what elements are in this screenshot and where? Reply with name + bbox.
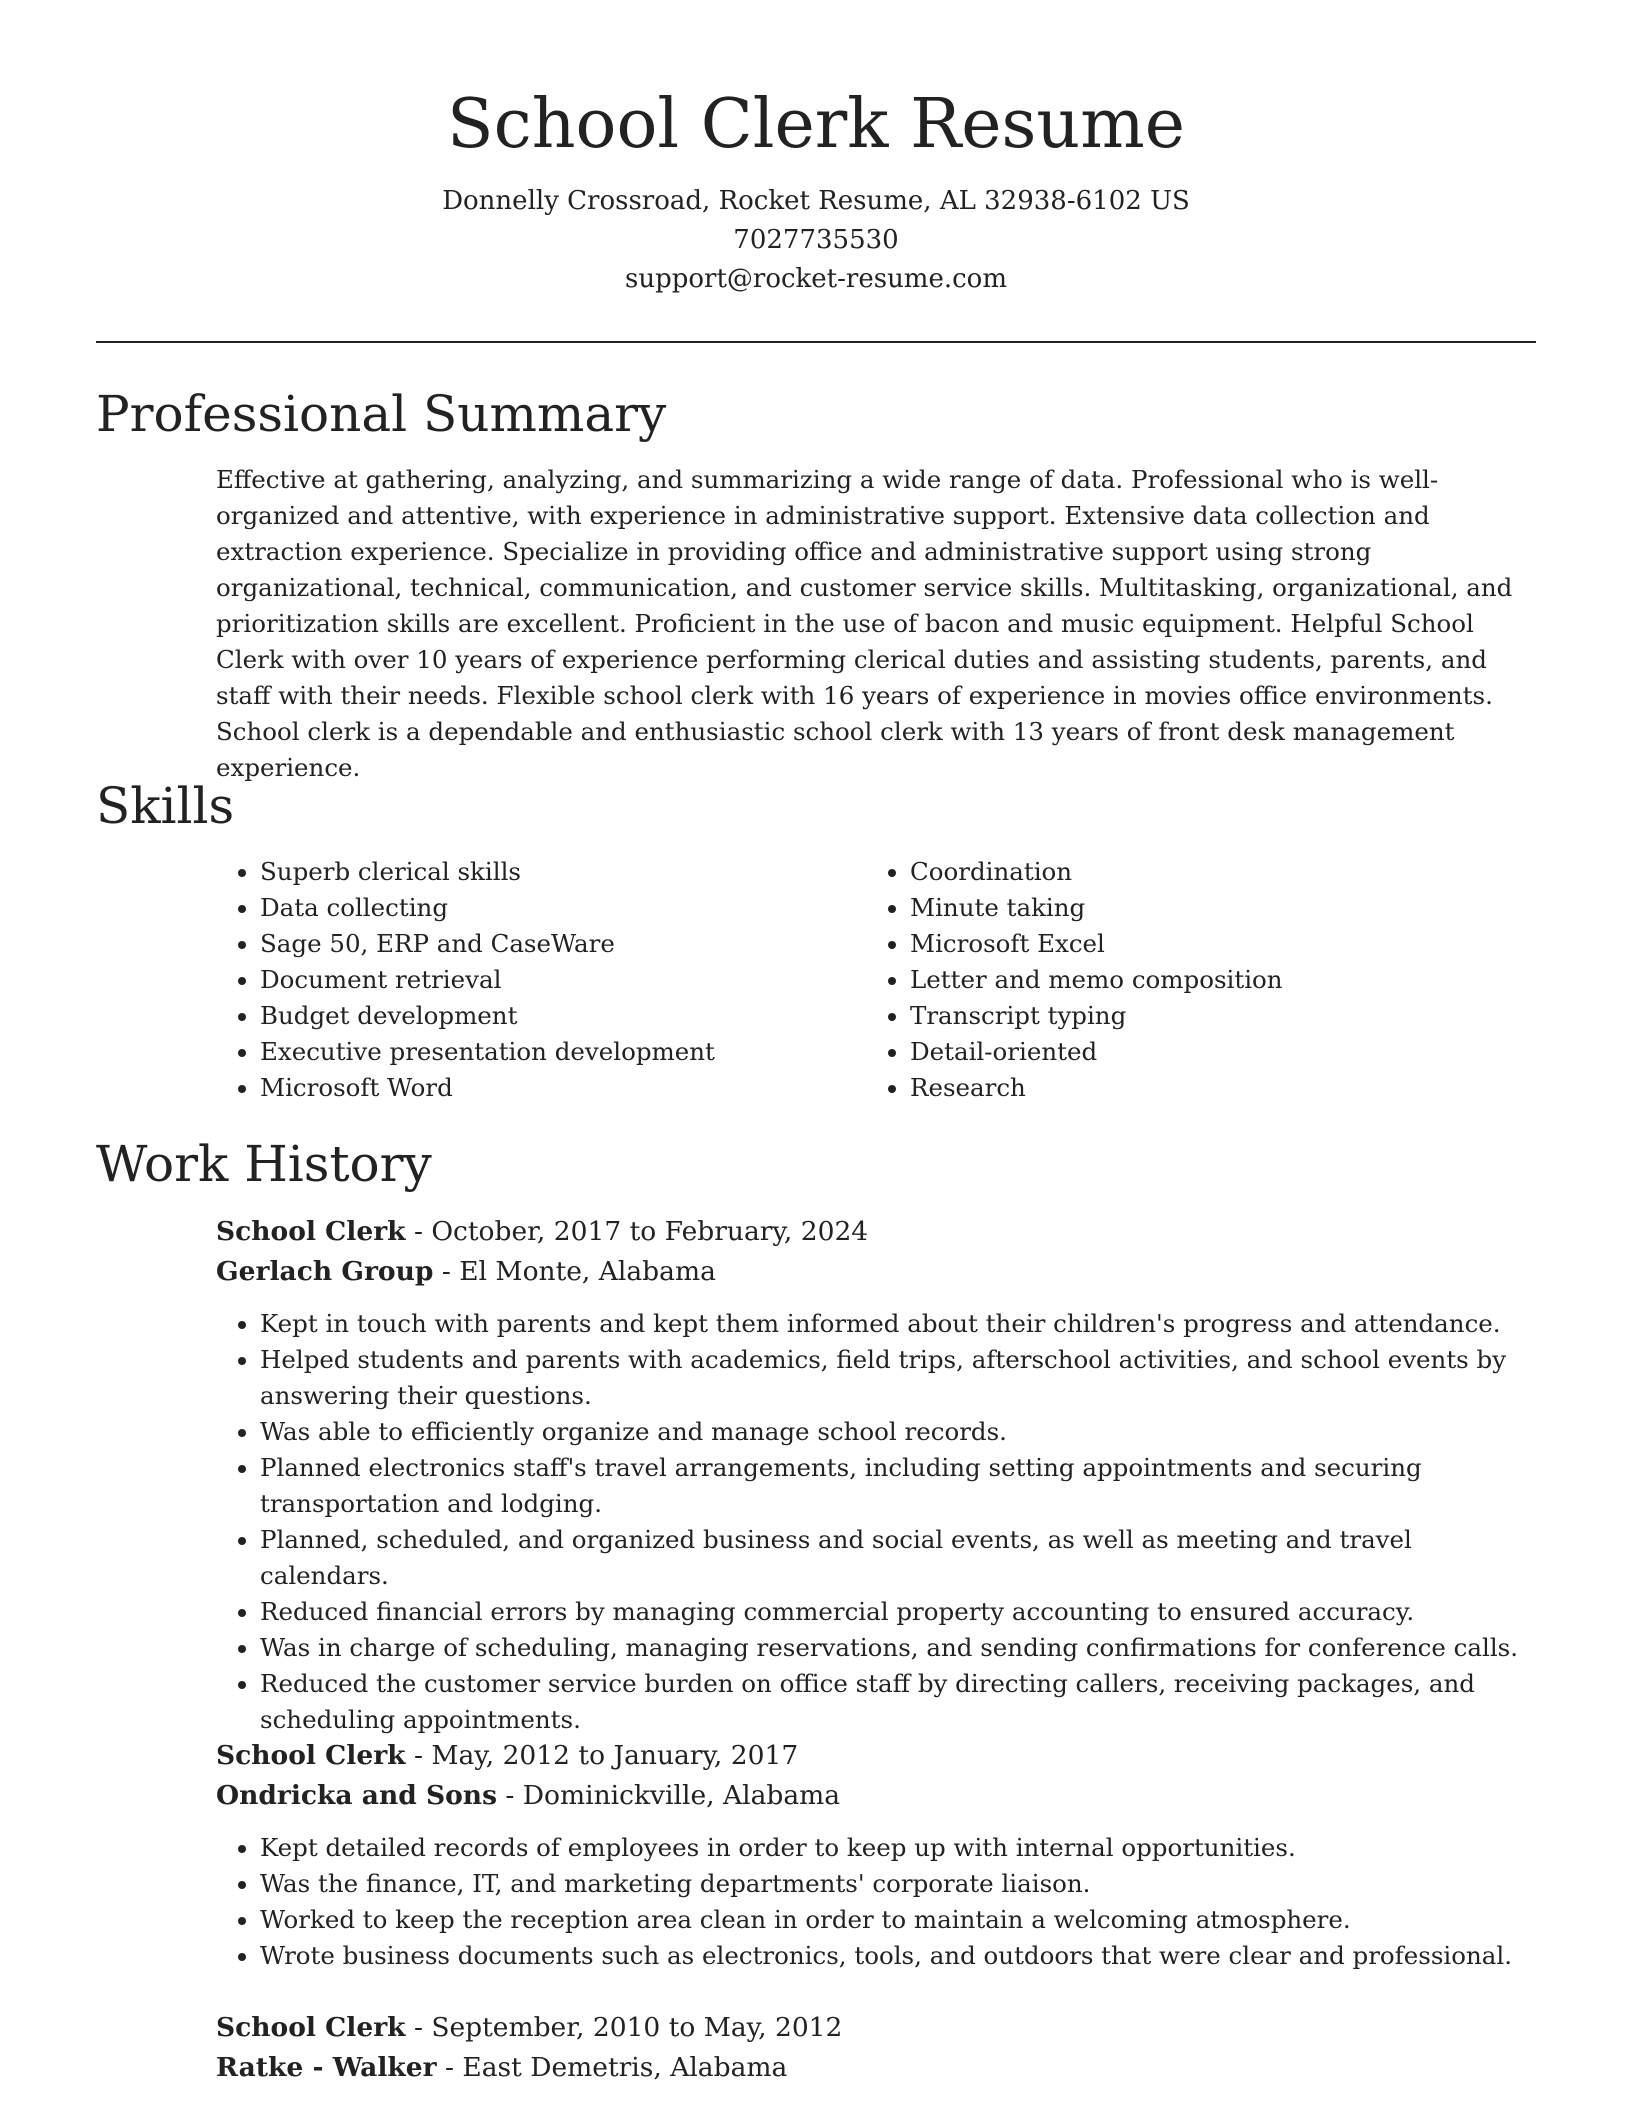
skill-item: • Minute taking bbox=[910, 890, 1516, 926]
job-location: - El Monte, Alabama bbox=[433, 1256, 716, 1287]
job-bullet: • Helped students and parents with academics, field trips, afterschool activities, and school events by answering their questions. bbox=[260, 1342, 1526, 1414]
job-bullet: • Kept detailed records of employees in order to keep up with internal opportunities. bbox=[260, 1830, 1526, 1866]
job-bullets bbox=[216, 1830, 1526, 1974]
job-bullet: • Reduced the customer service burden on office staff by directing callers, receiving packages, and scheduling appointments. bbox=[260, 1666, 1526, 1738]
job-company-line bbox=[216, 2048, 1526, 2088]
job-dates: - September, 2010 to May, 2012 bbox=[405, 2012, 843, 2043]
skills-column-right bbox=[866, 854, 1516, 1106]
job-title: School Clerk bbox=[216, 1740, 406, 1771]
job-company: Ondricka and Sons bbox=[216, 1780, 497, 1811]
contact-email: support@rocket-resume.com bbox=[624, 264, 1007, 294]
contact-phone: 7027735530 bbox=[733, 225, 899, 255]
skill-item: • Executive presentation development bbox=[260, 1034, 866, 1070]
summary-text: Effective at gathering, analyzing, and summarizing a wide range of data. Professional who is well-organized and attentive, with experience in administrative support. Extensive data collection and extraction experience. Specialize in providing office and administrative support using strong organizational, technical, communication, and customer service skills. Multitasking, organizational, and prioritization skills are excellent. Proficient in the use of bacon and music equipment. Helpful School Clerk with over 10 years of experience performing clerical duties and assisting students, parents, and staff with their needs. Flexible school clerk with 16 years of experience in movies office environments. School clerk is a dependable and enthusiastic school clerk with 13 years of front desk management experience. bbox=[216, 465, 1513, 782]
job-entry bbox=[216, 1212, 1526, 1738]
job-dates: - May, 2012 to January, 2017 bbox=[405, 1740, 799, 1771]
job-dates: - October, 2017 to February, 2024 bbox=[405, 1216, 869, 1247]
job-entry bbox=[216, 1736, 1526, 1974]
job-bullet: • Planned, scheduled, and organized business and social events, as well as meeting and travel calendars. bbox=[260, 1522, 1526, 1594]
job-bullet: • Kept in touch with parents and kept them informed about their children's progress and attendance. bbox=[260, 1306, 1526, 1342]
job-company: Ratke - Walker bbox=[216, 2052, 437, 2083]
job-bullet: • Wrote business documents such as electronics, tools, and outdoors that were clear and professional. bbox=[260, 1938, 1526, 1974]
job-title-line bbox=[216, 1736, 1526, 1776]
job-bullet: • Was the finance, IT, and marketing departments' corporate liaison. bbox=[260, 1866, 1526, 1902]
skills-heading: Skills bbox=[96, 777, 235, 835]
skill-item: • Microsoft Word bbox=[260, 1070, 866, 1106]
contact-block bbox=[0, 182, 1632, 299]
resume-title: School Clerk Resume bbox=[447, 85, 1185, 164]
contact-address: Donnelly Crossroad, Rocket Resume, AL 32938-6102 US bbox=[442, 186, 1190, 216]
job-bullet: • Was able to efficiently organize and manage school records. bbox=[260, 1414, 1526, 1450]
job-title-line bbox=[216, 2008, 1526, 2048]
job-bullet: • Was in charge of scheduling, managing reservations, and sending confirmations for conference calls. bbox=[260, 1630, 1526, 1666]
skill-item: • Microsoft Excel bbox=[910, 926, 1516, 962]
job-company: Gerlach Group bbox=[216, 1256, 434, 1287]
resume-header bbox=[0, 0, 1632, 299]
job-location: - East Demetris, Alabama bbox=[436, 2052, 788, 2083]
job-title: School Clerk bbox=[216, 1216, 406, 1247]
skill-item: • Research bbox=[910, 1070, 1516, 1106]
skills-column-left bbox=[216, 854, 866, 1106]
job-company-line bbox=[216, 1252, 1526, 1292]
header-divider bbox=[96, 341, 1536, 343]
skill-item: • Transcript typing bbox=[910, 998, 1516, 1034]
summary-heading: Professional Summary bbox=[96, 385, 667, 443]
skill-item: • Detail-oriented bbox=[910, 1034, 1516, 1070]
skill-item: • Budget development bbox=[260, 998, 866, 1034]
skill-item: • Superb clerical skills bbox=[260, 854, 866, 890]
job-bullets bbox=[216, 1306, 1526, 1738]
job-bullet: • Worked to keep the reception area clean in order to maintain a welcoming atmosphere. bbox=[260, 1902, 1526, 1938]
skill-item: • Sage 50, ERP and CaseWare bbox=[260, 926, 866, 962]
skill-item: • Document retrieval bbox=[260, 962, 866, 998]
job-bullet: • Planned electronics staff's travel arrangements, including setting appointments and securing transportation and lodging. bbox=[260, 1450, 1526, 1522]
skills-list bbox=[216, 854, 1526, 1106]
job-location: - Dominickville, Alabama bbox=[497, 1780, 841, 1811]
job-title-line bbox=[216, 1212, 1526, 1252]
job-bullet: • Reduced financial errors by managing commercial property accounting to ensured accuracy. bbox=[260, 1594, 1526, 1630]
skill-item: • Coordination bbox=[910, 854, 1516, 890]
skill-item: • Letter and memo composition bbox=[910, 962, 1516, 998]
job-company-line bbox=[216, 1776, 1526, 1816]
work-history-heading: Work History bbox=[96, 1135, 432, 1193]
skill-item: • Data collecting bbox=[260, 890, 866, 926]
job-entry bbox=[216, 2008, 1526, 2088]
job-title: School Clerk bbox=[216, 2012, 406, 2043]
